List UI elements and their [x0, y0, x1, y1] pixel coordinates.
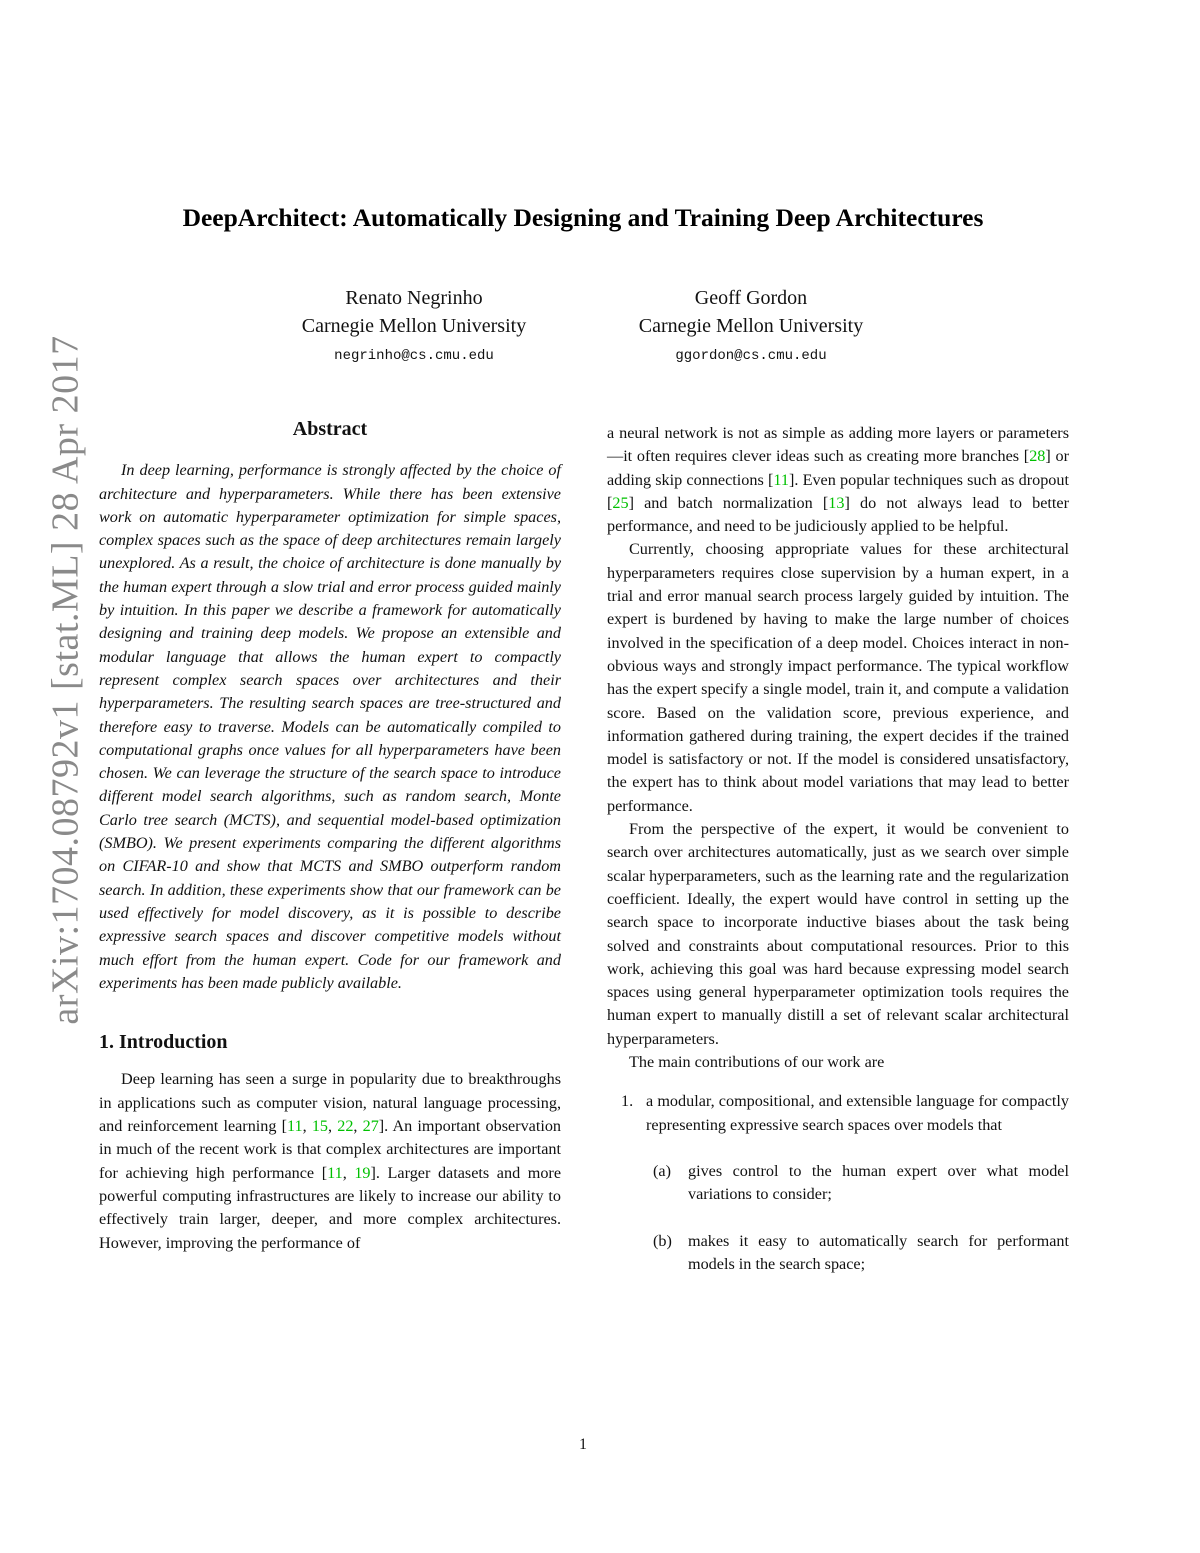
sub-list-text: gives control to the human expert over what model variations to consider;	[688, 1161, 1069, 1204]
list-item-number: 1.	[621, 1092, 634, 1111]
sub-list-item	[607, 1230, 1069, 1277]
section-heading: 1. Introduction	[99, 1031, 228, 1054]
abstract-text: In deep learning, performance is strongly affected by the choice of architecture and hyperparameters. While there has been extensive work on automatic hyperparameter optimization for simple spaces, complex spaces such as the space of deep architectures remain largely unexplored. As a result, the choice of architecture is done manually by the human expert through a slow trial and error process guided mainly by intuition. In this paper we describe a framework for automatically designing and training deep models. We propose an extensible and modular language that allows the human expert to compactly represent complex search spaces over architectures and their hyperparameters. The resulting search spaces are tree-structured and therefore easy to traverse. Models can be automatically compiled to computational graphs once values for all hyperparameters have been chosen. We can leverage the structure of the search space to introduce different model search algorithms, such as random search, Monte Carlo tree search (MCTS), and sequential model-based optimization (SMBO). We present experiments comparing the different algorithms on CIFAR-10 and show that MCTS and SMBO outperform random search. In addition, these experiments show that our framework can be used effectively for model discovery, as it is possible to describe expressive search spaces and discover competitive models without much effort from the human expert. Code for our framework and experiments has been made publicly available.	[99, 461, 561, 992]
intro-paragraph: Currently, choosing appropriate values for these architectural hyperparameters requires close supervision by a human expert, in a trial and error manual search process largely guided by intuition. The expert is burdened by having to make the large number of choices involved in the specification of a deep model. Choices interact in non-obvious ways and strongly impact performance. The typical workflow has the expert specify a single model, train it, and compute a validation score. Based on the validation score, previous experience, and information gathered during training, the expert decides if the trained model is satisfactory or not. If the model is considered unsatisfactory, the expert has to think about model variations that may lead to better performance.	[607, 540, 1069, 815]
intro-paragraph-continued: a neural network is not as simple as adding more layers or parameters—it often requires clever ideas such as creating more branches [28] or adding skip connections [11]. Even popular techniques such as dropout [25] and batch normalization [13] do not always lead to better performance, and need to be judiciously applied to be helpful.	[607, 424, 1070, 536]
arxiv-stamp	[30, 240, 102, 1120]
right-column	[607, 422, 1069, 1276]
author-email[interactable]: negrinho@cs.cmu.edu	[334, 348, 494, 364]
intro-paragraph: From the perspective of the expert, it would be convenient to search over architectures automatically, just as we search over simple scalar hyperparameters, such as the learning rate and the regularization coefficient. Ideally, the expert would have control in setting up the search space to incorporate inductive biases about the task being solved and constraints about computational resources. Prior to this work, achieving this goal was hard because expressing model search spaces using general hyperparameter optimization tools requires the human expert to manually distill a set of relevant scalar architectural hyperparameters.	[607, 820, 1069, 1048]
author-block	[249, 284, 579, 364]
left-column	[99, 418, 561, 1255]
citation-link[interactable]: 27	[362, 1117, 379, 1136]
intro-paragraph: Deep learning has seen a surge in popularity due to breakthroughs in applications such as computer vision, natural language processing, and reinforcement learning [11, 15, 22, 27]. An important observation in much of the recent work is that complex architectures are important for achieving high performance [11, 19]. Larger datasets and more powerful computing infrastructures are likely to increase our ability to effectively train larger, deeper, and more complex architectures. However, improving the performance of	[99, 1070, 562, 1252]
abstract-heading: Abstract	[292, 418, 368, 440]
page-number: 1	[579, 1436, 587, 1453]
author-email[interactable]: ggordon@cs.cmu.edu	[675, 348, 827, 364]
author-name: Renato Negrinho	[345, 287, 483, 309]
citation-link[interactable]: 13	[828, 493, 845, 512]
citation-link[interactable]: 25	[612, 493, 629, 512]
sub-list-text: makes it easy to automatically search for performant models in the search space;	[688, 1231, 1069, 1273]
citation-link[interactable]: 15	[311, 1117, 329, 1136]
author-block	[586, 284, 916, 364]
author-affiliation: Carnegie Mellon University	[638, 315, 864, 337]
author-affiliation: Carnegie Mellon University	[301, 315, 527, 337]
sub-list-marker: (b)	[653, 1231, 672, 1250]
citation-link[interactable]: 11	[773, 470, 789, 489]
citation-link[interactable]: 22	[337, 1117, 354, 1136]
list-item	[607, 1090, 1069, 1137]
citation-link[interactable]: 19	[354, 1163, 371, 1182]
sub-list-item	[607, 1160, 1069, 1207]
contributions-list	[607, 1090, 1069, 1276]
sub-list-marker: (a)	[653, 1161, 671, 1180]
intro-paragraph: The main contributions of our work are	[629, 1053, 885, 1072]
author-name: Geoff Gordon	[694, 287, 808, 309]
citation-link[interactable]: 11	[287, 1117, 303, 1136]
citation-link[interactable]: 11	[327, 1163, 343, 1182]
arxiv-stamp-text: arXiv:1704.08792v1 [stat.ML] 28 Apr 2017	[45, 335, 87, 1025]
paper-title: DeepArchitect: Automatically Designing and Training Deep Architectures	[182, 203, 984, 232]
list-item-text: a modular, compositional, and extensible language for compactly representing expressive search spaces over models that	[646, 1092, 1069, 1134]
citation-link[interactable]: 28	[1029, 447, 1046, 466]
